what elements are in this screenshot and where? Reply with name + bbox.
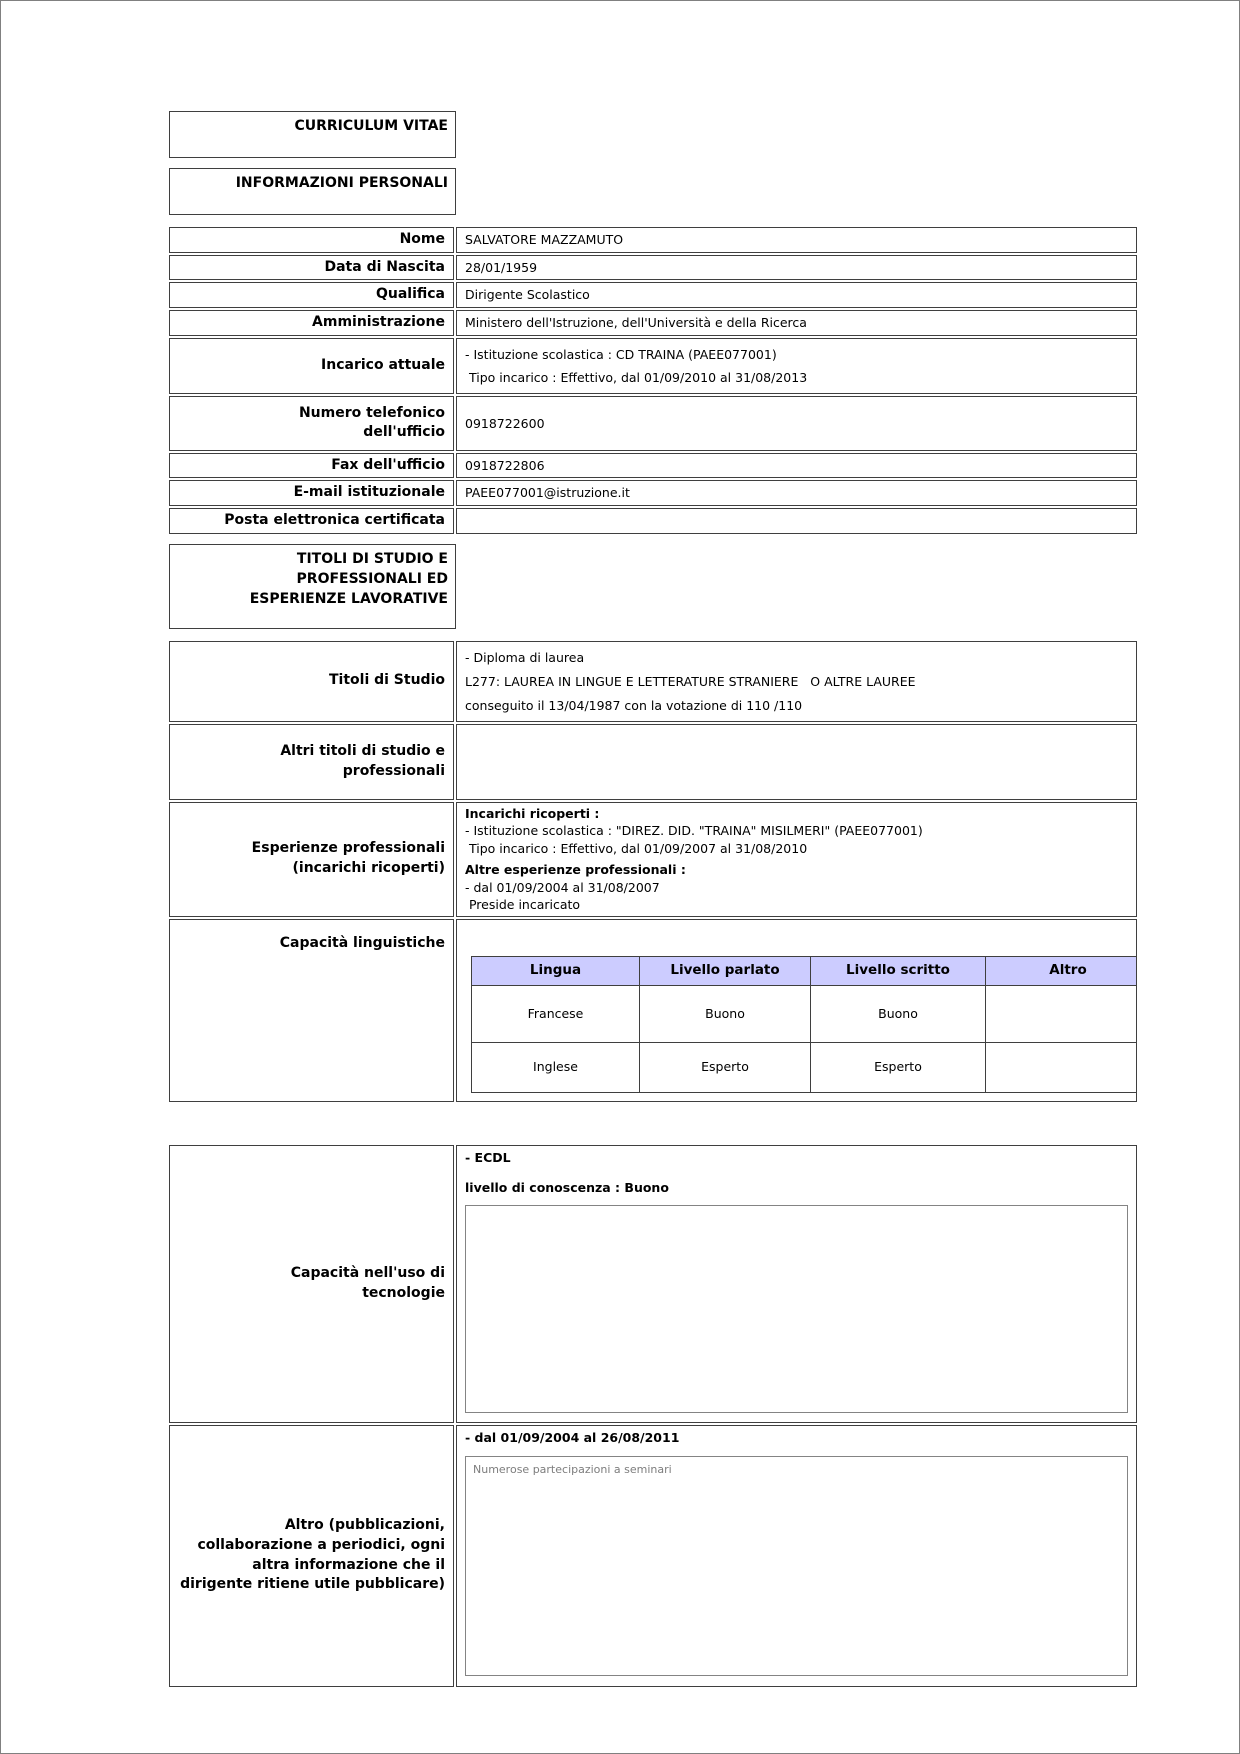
telefono-label: Numero telefonico dell'ufficio (298, 404, 445, 441)
lang-header-scritto: Livello scritto (811, 956, 986, 985)
table-row (169, 724, 1137, 800)
lang-cell-parlato: Buono (640, 985, 811, 1042)
row-value-qualifica: Dirigente Scolastico (456, 282, 1137, 308)
esperienze-heading-2: Altre esperienze professionali : (465, 862, 686, 878)
altro-line-1: - dal 01/09/2004 al 26/08/2011 (465, 1429, 680, 1445)
language-row-inglese (472, 1042, 1138, 1092)
section-personal-box (169, 168, 456, 215)
table-row (169, 453, 1137, 479)
languages-header-row (472, 956, 1138, 985)
table-row (169, 508, 1137, 534)
row-value-data-nascita: 28/01/1959 (456, 255, 1137, 281)
technology-other-table (167, 1143, 1139, 1689)
row-value-fax: 0918722806 (456, 453, 1137, 479)
incarico-line-2: Tipo incarico : Effettivo, dal 01/09/2010 al 31/08/2013 (465, 369, 808, 385)
row-label-incarico-attuale: Incarico attuale (169, 338, 454, 394)
row-label-tecnologie (169, 1145, 454, 1423)
row-label-capacita-linguistiche: Capacità linguistiche (169, 919, 454, 1102)
row-label-amministrazione: Amministrazione (169, 310, 454, 336)
table-row (169, 1425, 1137, 1687)
languages-table (471, 956, 1137, 1093)
row-value-telefono: 0918722600 (456, 396, 1137, 451)
row-label-altro: Altro (pubblicazioni, collaborazione a periodici, ogni altra informazione che il dirigente ritiene utile pubblicare) (169, 1425, 454, 1687)
tecnologie-label: Capacità nell'uso di tecnologie (290, 1264, 445, 1301)
table-row (169, 310, 1137, 336)
esperienze-heading-1: Incarichi ricoperti : (465, 805, 600, 821)
row-value-email: PAEE077001@istruzione.it (456, 480, 1137, 506)
table-row (169, 396, 1137, 451)
titoli-line-2: L277: LAUREA IN LINGUE E LETTERATURE STRANIERE O ALTRE LAUREE (465, 673, 916, 689)
titoli-line-1: - Diploma di laurea (465, 649, 585, 665)
lang-cell-altro (986, 985, 1138, 1042)
row-value-amministrazione: Ministero dell'Istruzione, dell'Università e della Ricerca (456, 310, 1137, 336)
row-value-pec (456, 508, 1137, 534)
esperienze-line-2: Tipo incarico : Effettivo, dal 01/09/2007 al 31/08/2010 (465, 840, 808, 856)
table-row (169, 282, 1137, 308)
row-label-altri-titoli: Altri titoli di studio e professionali (169, 724, 454, 800)
row-label-titoli-studio: Titoli di Studio (169, 641, 454, 722)
titoli-line-3: conseguito il 13/04/1987 con la votazione di 110 /110 (465, 697, 803, 713)
incarico-line-1: - Istituzione scolastica : CD TRAINA (PAEE077001) (465, 346, 777, 362)
tecnologie-line-2: livello di conoscenza : Buono (465, 1179, 669, 1195)
tecnologie-text-area (465, 1205, 1128, 1413)
row-value-altro (456, 1425, 1137, 1687)
lang-cell-lingua: Inglese (472, 1042, 640, 1092)
row-value-altri-titoli (456, 724, 1137, 800)
table-row (169, 480, 1137, 506)
row-label-nome: Nome (169, 227, 454, 253)
row-value-nome: SALVATORE MAZZAMUTO (456, 227, 1137, 253)
table-row (169, 802, 1137, 917)
cv-content (169, 111, 1141, 1689)
lang-cell-altro (986, 1042, 1138, 1092)
lang-cell-lingua: Francese (472, 985, 640, 1042)
esperienze-line-4: Preside incaricato (465, 897, 581, 913)
row-value-tecnologie (456, 1145, 1137, 1423)
esperienze-line-1: - Istituzione scolastica : "DIREZ. DID. "TRAINA" MISILMERI" (PAEE077001) (465, 823, 923, 839)
personal-info-table (167, 225, 1139, 536)
row-value-titoli-studio (456, 641, 1137, 722)
lang-cell-scritto: Esperto (811, 1042, 986, 1092)
lang-header-parlato: Livello parlato (640, 956, 811, 985)
table-row (169, 641, 1137, 722)
row-value-esperienze (456, 802, 1137, 917)
page-break-gap (169, 1104, 1141, 1143)
document-title: CURRICULUM VITAE (294, 118, 448, 134)
table-row (169, 919, 1137, 1102)
table-row (169, 227, 1137, 253)
lang-header-lingua: Lingua (472, 956, 640, 985)
esperienze-line-3: - dal 01/09/2004 al 31/08/2007 (465, 879, 660, 895)
row-value-incarico-attuale (456, 338, 1137, 394)
altro-text: Numerose partecipazioni a seminari (473, 1462, 672, 1476)
row-label-data-nascita: Data di Nascita (169, 255, 454, 281)
row-label-fax: Fax dell'ufficio (169, 453, 454, 479)
row-label-pec: Posta elettronica certificata (169, 508, 454, 534)
document-title-box (169, 111, 456, 158)
row-label-qualifica: Qualifica (169, 282, 454, 308)
lang-cell-scritto: Buono (811, 985, 986, 1042)
table-row (169, 255, 1137, 281)
section-titles-title: TITOLI DI STUDIO E PROFESSIONALI ED ESPERIENZE LAVORATIVE (249, 550, 448, 608)
row-label-esperienze: Esperienze professionali (incarichi ricoperti) (169, 802, 454, 917)
altro-text-area (465, 1456, 1128, 1676)
section-personal-title: INFORMAZIONI PERSONALI (235, 175, 448, 191)
tecnologie-line-1: - ECDL (465, 1149, 511, 1165)
table-row (169, 338, 1137, 394)
row-label-telefono (169, 396, 454, 451)
lang-cell-parlato: Esperto (640, 1042, 811, 1092)
row-value-capacita-linguistiche (456, 919, 1137, 1102)
table-row (169, 1145, 1137, 1423)
studies-table (167, 639, 1139, 1104)
lang-header-altro: Altro (986, 956, 1138, 985)
row-label-email: E-mail istituzionale (169, 480, 454, 506)
section-titles-box (169, 544, 456, 629)
language-row-francese (472, 985, 1138, 1042)
